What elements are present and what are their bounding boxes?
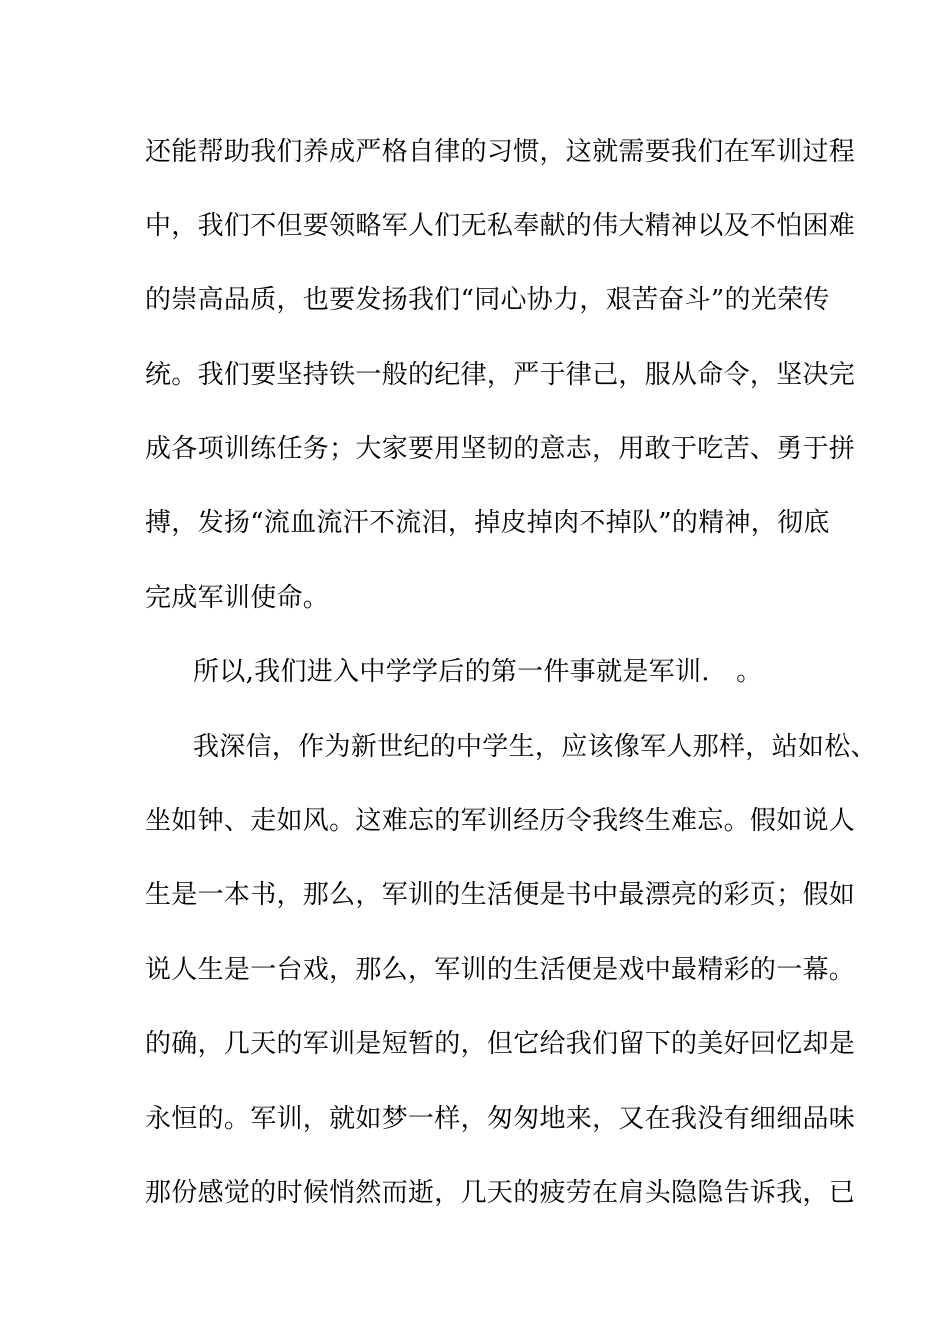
text-line: 坐如钟、走如风。这难忘的军训经历令我终生难忘。假如说人 [145, 806, 856, 836]
text-line: 中，我们不但要领略军人们无私奉献的伟大精神以及不怕困难 [145, 211, 856, 241]
text-line: 完成军训使命。 [145, 583, 330, 613]
text-line: 成各项训练任务；大家要用坚韧的意志，用敢于吃苦、勇于拼 [145, 434, 856, 464]
text-line: 还能帮助我们养成严格自律的习惯，这就需要我们在军训过程 [145, 137, 856, 167]
text-line: 我深信，作为新世纪的中学生，应该像军人那样，站如松、 [193, 732, 877, 762]
text-line: 搏，发扬“流血流汗不流泪，掉皮掉肉不掉队”的精神，彻底 [145, 508, 830, 538]
text-line: 所以,我们进入中学学后的第一件事就是军训. 。 [193, 657, 763, 687]
text-line: 永恒的。军训，就如梦一样，匆匆地来，又在我没有细细品味 [145, 1104, 856, 1134]
text-line: 那份感觉的时候悄然而逝，几天的疲劳在肩头隐隐告诉我，已 [145, 1178, 856, 1208]
text-line: 的崇高品质，也要发扬我们“同心协力，艰苦奋斗”的光荣传 [145, 285, 830, 315]
text-line: 说人生是一台戏，那么，军训的生活便是戏中最精彩的一幕。 [145, 955, 856, 985]
text-line: 统。我们要坚持铁一般的纪律，严于律己，服从命令，坚决完 [145, 360, 856, 390]
text-line: 生是一本书，那么，军训的生活便是书中最漂亮的彩页；假如 [145, 880, 856, 910]
text-line: 的确，几天的军训是短暂的，但它给我们留下的美好回忆却是 [145, 1029, 856, 1059]
